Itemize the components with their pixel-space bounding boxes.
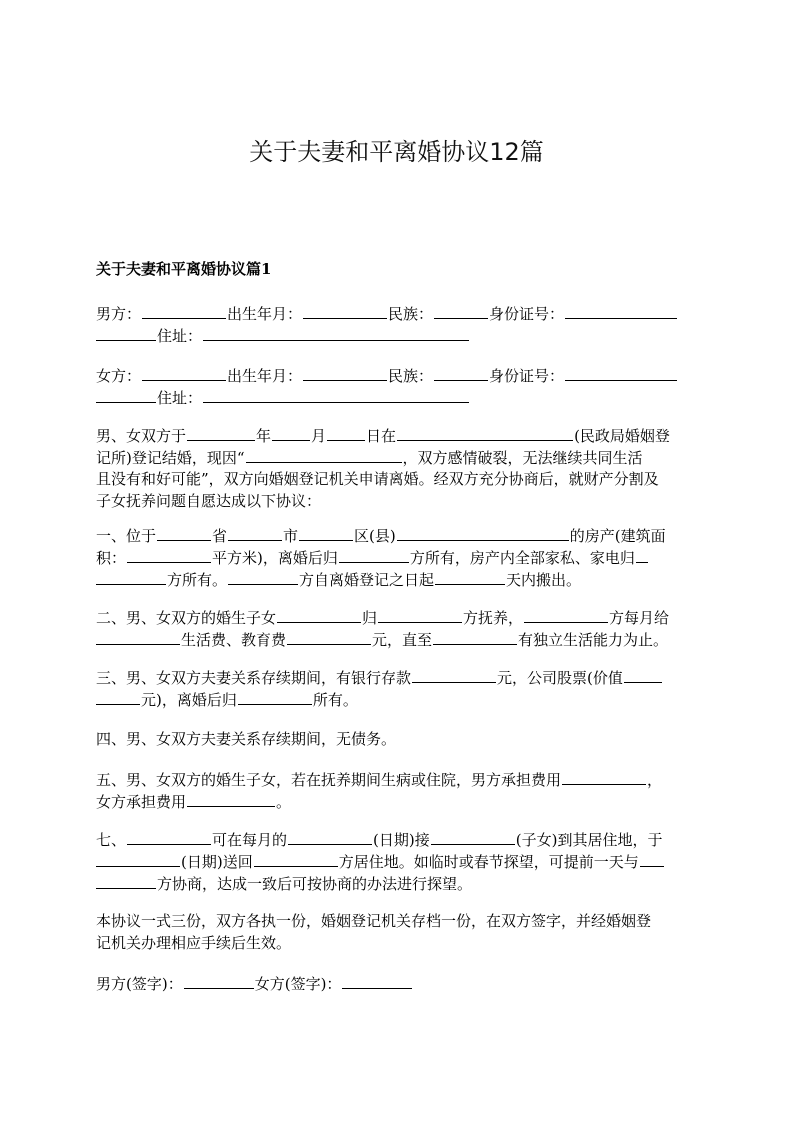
- husband-id-blank-cont: [96, 324, 156, 341]
- marriage-text: (民政局婚姻登: [574, 427, 670, 445]
- wife-cost-blank: [187, 790, 275, 807]
- husband-signature-label: 男方(签字)：: [96, 975, 183, 993]
- document-title: 关于夫妻和平离婚协议12篇: [249, 138, 544, 166]
- stock-value-blank-cont: [96, 688, 140, 705]
- payee-blank: [96, 628, 180, 645]
- clause-text: 元，公司股票(价值: [497, 669, 623, 687]
- clause-text: 可在每月的: [212, 831, 288, 849]
- clause-text: 五、男、女双方的婚生子女，若在抚养期间生病或住院，男方承担费用: [96, 771, 562, 789]
- clause-text: 元)，离婚后归: [141, 691, 237, 709]
- wife-info-paragraph: [96, 364, 700, 408]
- clause-text: (日期)送回: [181, 853, 253, 871]
- clause-text: 四、男、女双方夫妻关系存续期间，无债务。: [96, 730, 397, 748]
- return-date-blank: [96, 850, 180, 867]
- husband-label: 男方：: [96, 305, 142, 323]
- clause-text: 平方米)，离婚后归: [212, 549, 338, 567]
- wife-id-blank: [565, 364, 677, 381]
- clause-text: 方居住地。如临时或春节探望，可提前一天与: [338, 853, 639, 871]
- stock-owner-blank: [238, 688, 312, 705]
- wife-id-blank-cont: [96, 386, 156, 403]
- wife-id-label: 身份证号：: [489, 367, 565, 385]
- clause-text: 市: [283, 527, 299, 545]
- clause-text: (子女)到其居住地，于: [515, 831, 663, 849]
- child-name-blank: [431, 828, 515, 845]
- wife-label: 女方：: [96, 367, 142, 385]
- husband-address-label: 住址：: [157, 327, 203, 345]
- clause-1-paragraph: [96, 524, 700, 590]
- clause-text: 省: [212, 527, 228, 545]
- clause-text: 记机关办理相应手续后生效。: [96, 934, 292, 952]
- consult-party-blank: [640, 850, 664, 867]
- clause-7-paragraph: [96, 828, 700, 894]
- signature-line: [96, 972, 700, 994]
- husband-id-blank: [565, 302, 677, 319]
- clause-text: 方所有。: [167, 571, 228, 589]
- clause-text: (日期)接: [373, 831, 430, 849]
- clause-2-paragraph: [96, 606, 700, 650]
- until-blank: [433, 628, 517, 645]
- consult-party-blank-cont: [96, 872, 156, 889]
- section-heading: 关于夫妻和平离婚协议篇1: [96, 260, 272, 278]
- marriage-text: 且没有和好可能”，双方向婚姻登记机关申请离婚。经双方充分协商后，就财产分割及: [96, 470, 659, 488]
- return-party-blank: [254, 850, 338, 867]
- clause-text: 方每月给: [609, 609, 670, 627]
- clause-text: 七、: [96, 831, 127, 849]
- wife-birth-blank: [303, 364, 387, 381]
- clause-text: 天内搬出。: [506, 571, 582, 589]
- clause-3-paragraph: [96, 666, 700, 710]
- clause-text: ，: [647, 771, 663, 789]
- wife-name-blank: [142, 364, 226, 381]
- husband-cost-blank: [562, 768, 646, 785]
- clause-text: 生活费、教育费: [181, 631, 287, 649]
- marriage-text: 男、女双方于: [96, 427, 187, 445]
- clause-text: 方抚养，: [463, 609, 524, 627]
- husband-birth-label: 出生年月：: [227, 305, 303, 323]
- husband-ethnicity-label: 民族：: [388, 305, 434, 323]
- clause-text: 有独立生活能力为止。: [518, 631, 669, 649]
- clause-text: 一、位于: [96, 527, 157, 545]
- husband-signature-blank: [184, 972, 254, 989]
- visitor-blank: [127, 828, 211, 845]
- wife-signature-label: 女方(签字)：: [254, 975, 342, 993]
- marriage-paragraph: [96, 424, 700, 512]
- husband-name-blank: [142, 302, 226, 319]
- area-blank: [127, 546, 211, 563]
- marriage-text: 记所)登记结婚，现因“: [96, 449, 245, 467]
- year-blank: [187, 424, 255, 441]
- husband-info-paragraph: [96, 302, 700, 346]
- clause-text: 三、男、女双方夫妻关系存续期间，有银行存款: [96, 669, 412, 687]
- marriage-text: 年: [256, 427, 272, 445]
- wife-address-blank: [203, 386, 469, 403]
- amount-blank: [287, 628, 371, 645]
- moveout-party-blank: [228, 568, 298, 585]
- clause-text: 二、男、女双方的婚生子女: [96, 609, 277, 627]
- pickup-date-blank: [288, 828, 372, 845]
- stock-value-blank: [624, 666, 662, 683]
- days-blank: [435, 568, 505, 585]
- husband-address-blank: [203, 324, 469, 341]
- husband-ethnicity-blank: [434, 302, 488, 319]
- marriage-text: 日在: [366, 427, 397, 445]
- wife-signature-blank: [342, 972, 412, 989]
- province-blank: [157, 524, 211, 541]
- address-blank: [397, 524, 569, 541]
- furniture-owner-blank: [636, 546, 648, 563]
- wife-birth-label: 出生年月：: [227, 367, 303, 385]
- effect-paragraph: [96, 910, 700, 954]
- clause-text: 方协商，达成一致后可按协商的办法进行探望。: [157, 875, 473, 893]
- child-blank: [277, 606, 361, 623]
- district-blank: [299, 524, 353, 541]
- month-blank: [272, 424, 310, 441]
- clause-text: 方自离婚登记之日起: [299, 571, 435, 589]
- clause-text: 。: [276, 793, 292, 811]
- clause-text: 所有。: [312, 691, 358, 709]
- marriage-text: 月: [311, 427, 327, 445]
- payer-blank: [524, 606, 608, 623]
- marriage-text: 子女抚养问题自愿达成以下协议：: [96, 492, 322, 510]
- clause-text: 女方承担费用: [96, 793, 187, 811]
- clause-text: 区(县): [354, 527, 396, 545]
- clause-text: 积：: [96, 549, 127, 567]
- clause-text: 方所有，房产内全部家私、家电归: [409, 549, 635, 567]
- husband-birth-blank: [303, 302, 387, 319]
- deposit-blank: [412, 666, 496, 683]
- clause-4-paragraph: [96, 728, 700, 750]
- wife-ethnicity-label: 民族：: [388, 367, 434, 385]
- city-blank: [228, 524, 282, 541]
- clause-text: 归: [362, 609, 378, 627]
- husband-id-label: 身份证号：: [489, 305, 565, 323]
- owner-blank: [339, 546, 409, 563]
- wife-address-label: 住址：: [157, 389, 203, 407]
- clause-5-paragraph: [96, 768, 700, 812]
- clause-text: 的房产(建筑面: [569, 527, 666, 545]
- marriage-text: ，双方感情破裂，无法继续共同生活: [402, 449, 643, 467]
- wife-ethnicity-blank: [434, 364, 488, 381]
- reason-blank: [246, 446, 402, 463]
- furniture-owner-blank-cont: [96, 568, 166, 585]
- clause-text: 本协议一式三份，双方各执一份，婚姻登记机关存档一份，在双方签字，并经婚姻登: [96, 912, 652, 930]
- day-blank: [327, 424, 365, 441]
- custody-blank: [378, 606, 462, 623]
- registry-blank: [397, 424, 573, 441]
- clause-text: 元，直至: [372, 631, 433, 649]
